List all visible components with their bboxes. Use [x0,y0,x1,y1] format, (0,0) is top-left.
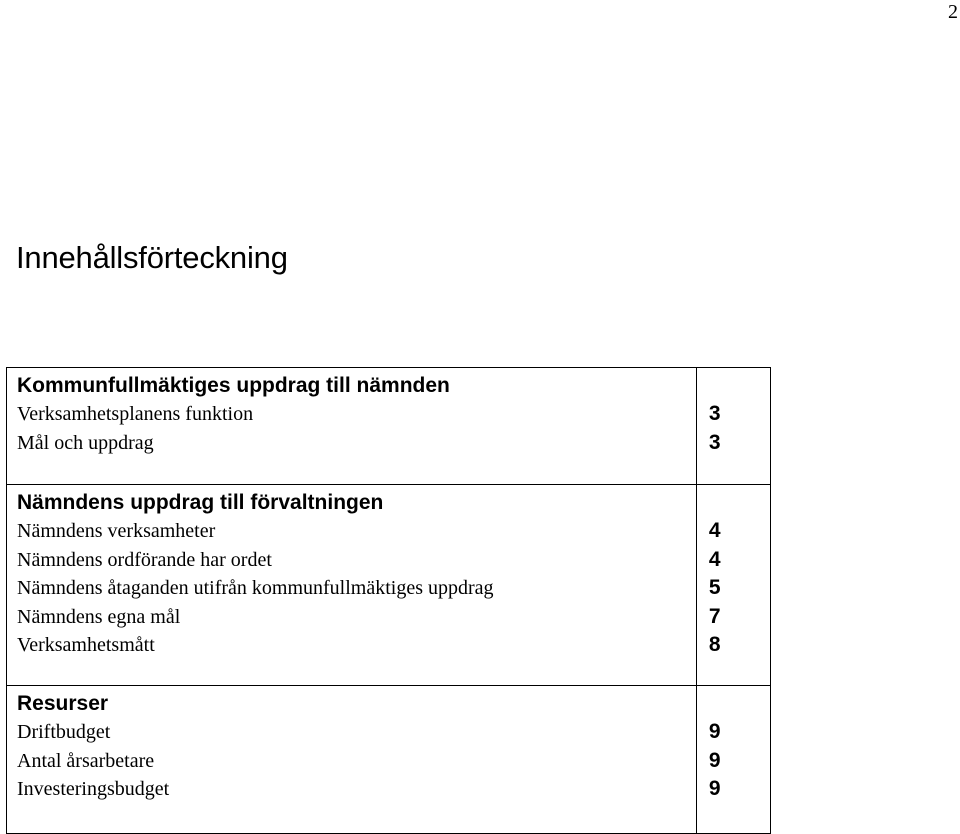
toc-page-number: 8 [708,633,721,656]
toc-page-number: 4 [708,519,721,542]
toc-entry: Nämndens egna mål [17,605,181,628]
toc-page-number: 5 [708,576,721,599]
toc-section-row [7,686,771,834]
toc-page-number: 3 [708,402,721,425]
section-title: Kommunfullmäktiges uppdrag till nämnden [17,374,450,397]
toc-entry: Nämndens åtaganden utifrån kommunfullmäktiges uppdrag [17,577,494,599]
toc-entry: Mål och uppdrag [17,431,154,454]
toc-entry: Investeringsbudget [17,778,170,800]
section-title: Nämndens uppdrag till förvaltningen [17,491,384,514]
toc-table [6,367,771,834]
toc-entry: Nämndens ordförande har ordet [17,548,272,571]
toc-page-number: 9 [708,720,721,743]
toc-entry: Verksamhetsmått [17,634,155,656]
page-number: 2 [948,1,958,23]
toc-section-titles [7,368,697,485]
toc-page-number: 9 [708,748,721,772]
toc-section-pages [696,368,770,485]
toc-section-titles [7,485,697,686]
toc-section-titles [7,686,697,834]
toc-section-row [7,368,771,485]
toc-entry: Driftbudget [17,721,111,743]
toc-section-pages [696,686,770,834]
toc-entry: Verksamhetsplanens funktion [17,403,254,425]
toc-page-number: 4 [708,547,721,571]
section-title: Resurser [17,692,109,715]
toc-page-number: 3 [708,430,721,454]
toc-section-pages [696,485,770,686]
toc-page-number: 9 [708,777,721,800]
toc-entry: Antal årsarbetare [17,749,155,772]
toc-page-number: 7 [708,604,721,628]
toc-section-row [7,485,771,686]
toc-entry: Nämndens verksamheter [17,520,216,542]
toc-heading: Innehållsförteckning [16,240,288,275]
